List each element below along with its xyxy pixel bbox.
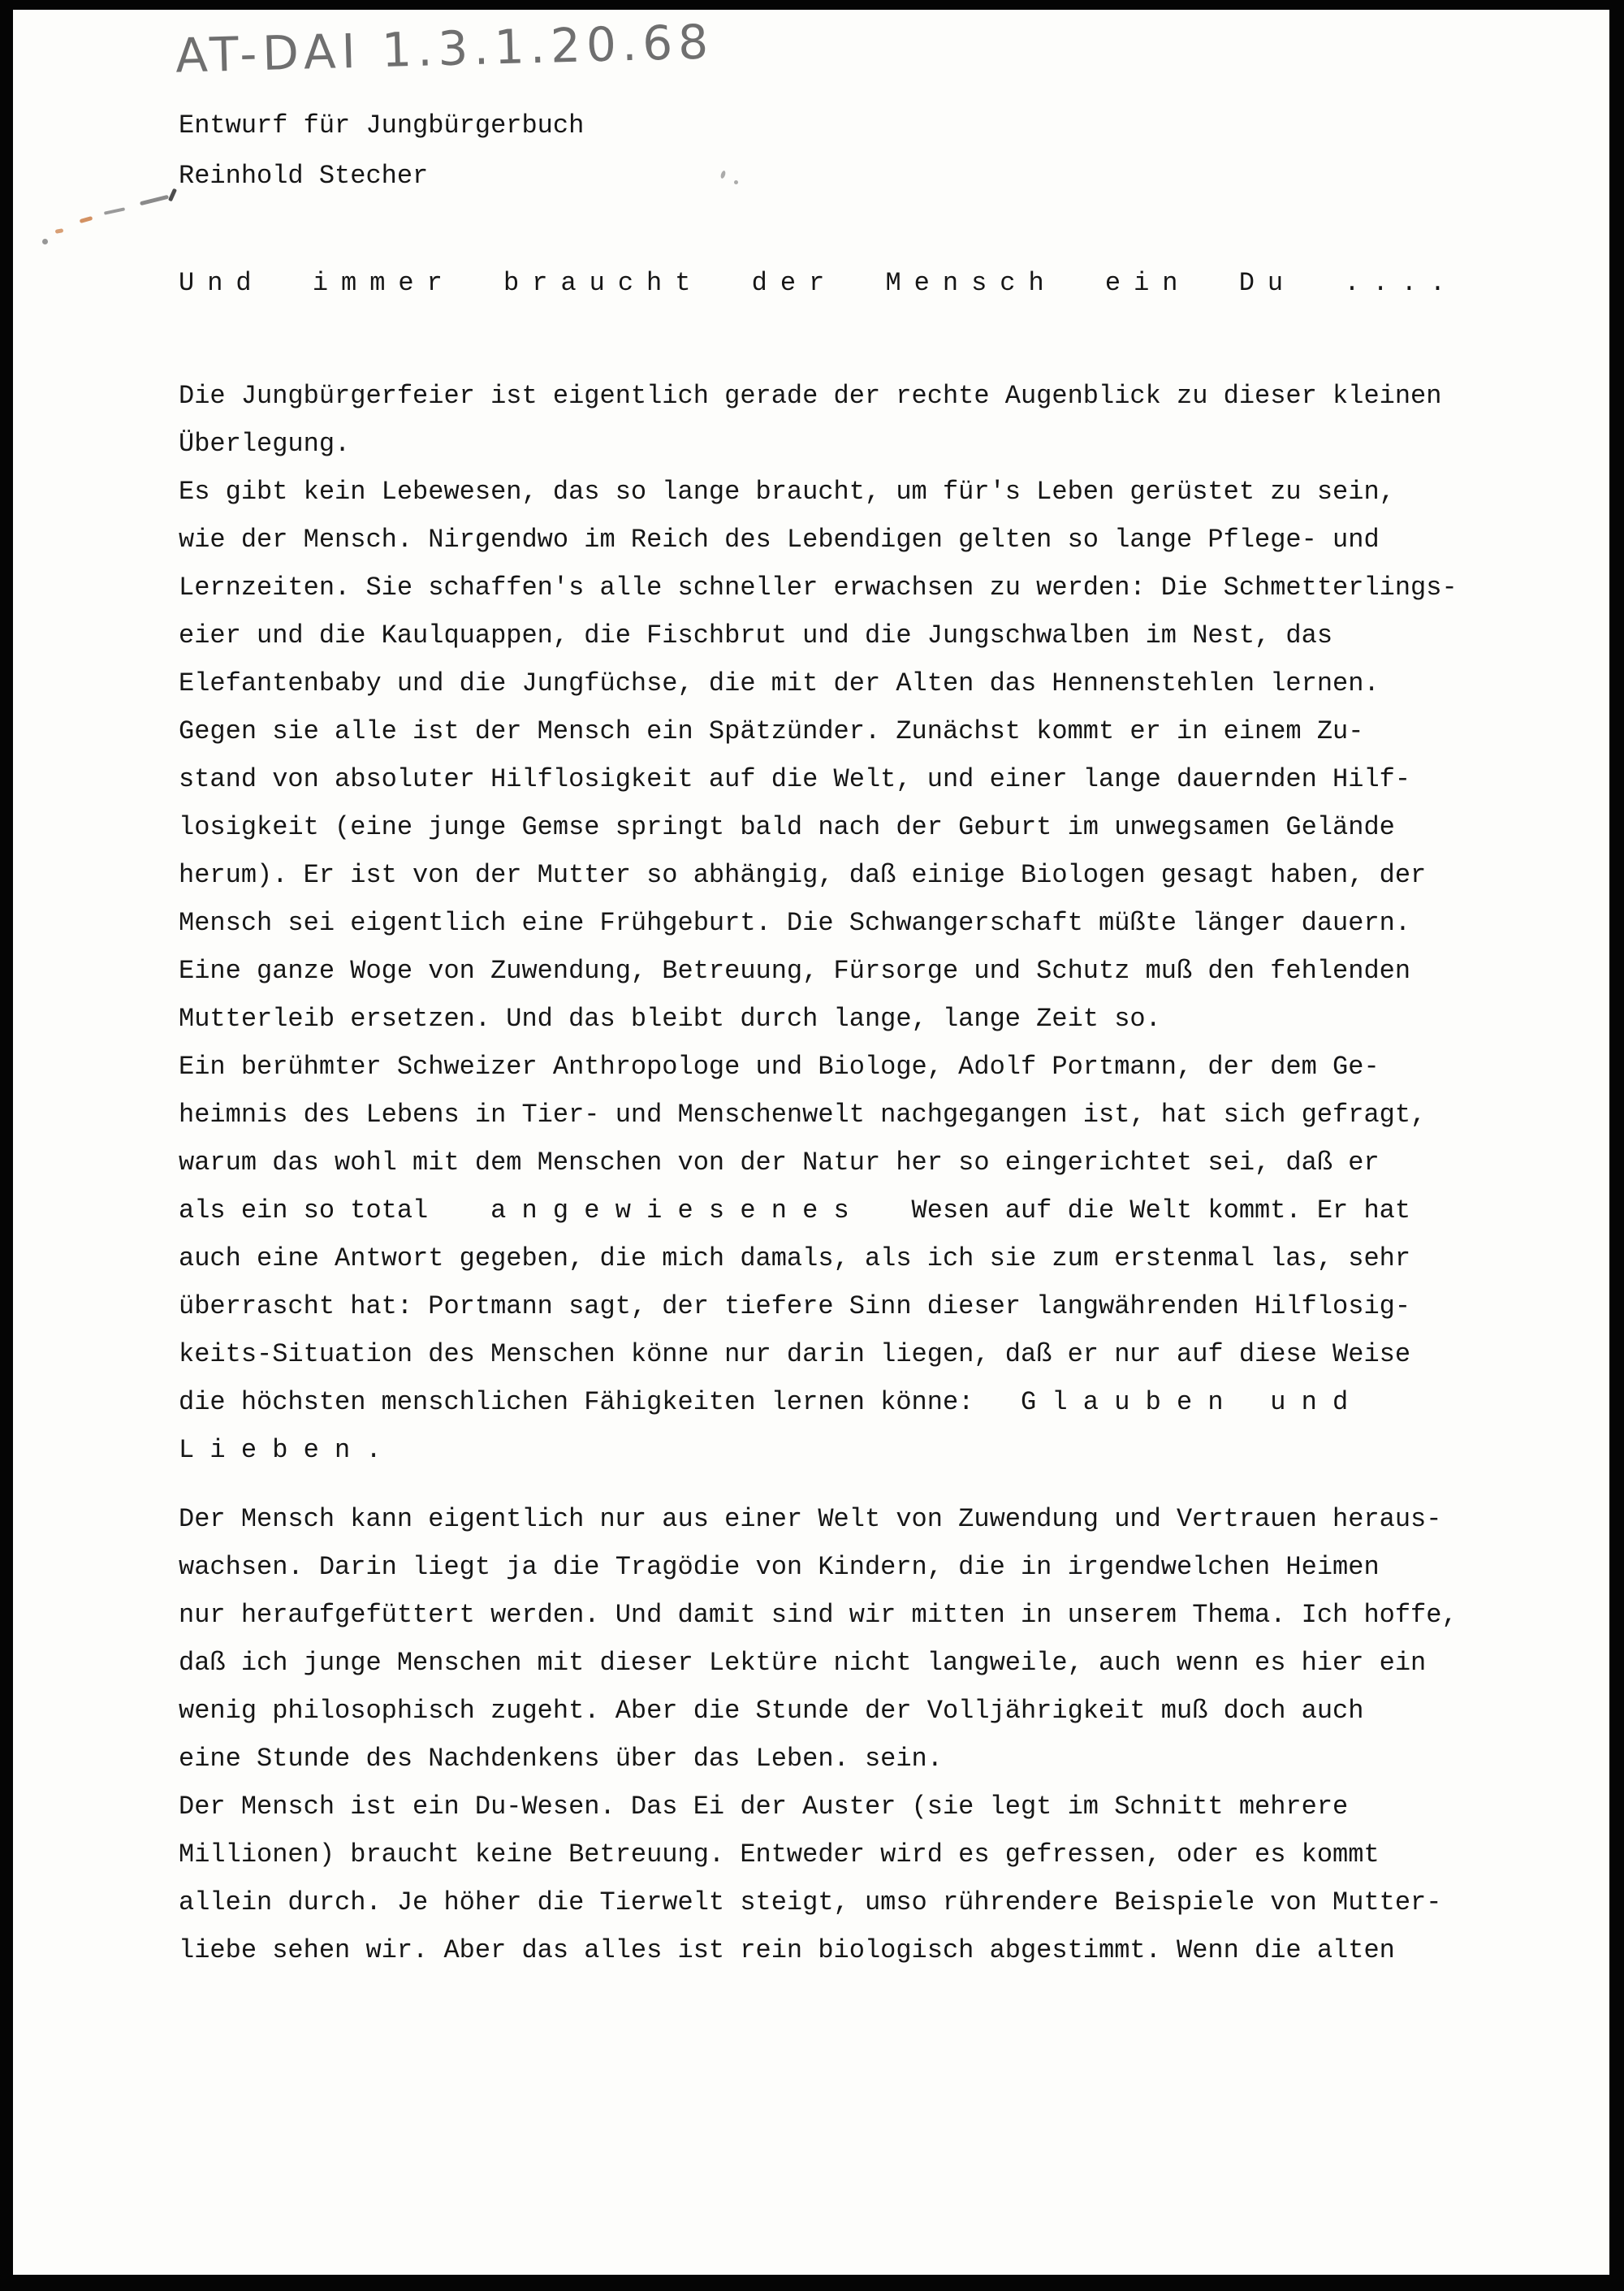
text-line: Es gibt kein Lebewesen, das so lange braucht, um für's Leben gerüstet zu sein,	[179, 477, 1395, 507]
document-body	[179, 372, 1504, 1974]
paper	[13, 10, 1609, 2275]
text-line: losigkeit (eine junge Gemse springt bald nach der Geburt im unwegsamen Gelände	[179, 812, 1395, 842]
text-line: Elefantenbaby und die Jungfüchse, die mit der Alten das Hennenstehlen lernen.	[179, 668, 1380, 698]
text-line: nur heraufgefüttert werden. Und damit sind wir mitten in unserem Thema. Ich hoffe,	[179, 1600, 1458, 1630]
text-line: Der Mensch kann eigentlich nur aus einer Welt von Zuwendung und Vertrauen heraus-	[179, 1504, 1442, 1534]
text-line: als ein so total a n g e w i e s e n e s Wesen auf die Welt kommt. Er hat	[179, 1195, 1411, 1225]
document-subject-line: Entwurf für Jungbürgerbuch	[179, 110, 585, 140]
text-line: keits-Situation des Menschen könne nur darin liegen, daß er nur auf diese Weise	[179, 1339, 1411, 1369]
orange-dash-mark	[80, 216, 93, 223]
paragraph	[179, 1495, 1504, 1974]
text-line: herum). Er ist von der Mutter so abhängig, daß einige Biologen gesagt haben, der	[179, 860, 1427, 890]
text-line: Eine ganze Woge von Zuwendung, Betreuung, Fürsorge und Schutz muß den fehlenden	[179, 956, 1411, 986]
text-line: wachsen. Darin liegt ja die Tragödie von Kindern, die in irgendwelchen Heimen	[179, 1552, 1380, 1582]
pencil-dot-mark	[734, 180, 738, 184]
pencil-dots-mark	[721, 171, 745, 187]
text-line: allein durch. Je höher die Tierwelt steigt, umso rührendere Beispiele von Mutter-	[179, 1887, 1442, 1917]
text-line: Millionen) braucht keine Betreuung. Entweder wird es gefressen, oder es kommt	[179, 1839, 1380, 1870]
page-title: Und immer braucht der Mensch ein Du ....	[179, 268, 1459, 298]
text-line: eier und die Kaulquappen, die Fischbrut und die Jungschwalben im Nest, das	[179, 620, 1333, 651]
pencil-dash-mark	[104, 207, 125, 214]
author-line: Reinhold Stecher	[179, 161, 429, 191]
text-line: Ein berühmter Schweizer Anthropologe und Biologe, Adolf Portmann, der dem Ge-	[179, 1052, 1380, 1082]
text-line: daß ich junge Menschen mit dieser Lektüre nicht langweile, auch wenn es hier ein	[179, 1648, 1427, 1678]
text-line: heimnis des Lebens in Tier- und Menschenwelt nachgegangen ist, hat sich gefragt,	[179, 1100, 1427, 1130]
document-header	[179, 101, 584, 201]
text-line: L i e b e n .	[179, 1435, 382, 1465]
text-line: stand von absoluter Hilflosigkeit auf die Welt, und einer lange dauernden Hilf-	[179, 764, 1411, 794]
text-line: Überlegung.	[179, 429, 351, 459]
text-line: Mutterleib ersetzen. Und das bleibt durch lange, lange Zeit so.	[179, 1004, 1161, 1034]
paragraph	[179, 372, 1504, 1474]
pencil-squiggle-mark	[42, 197, 180, 253]
text-line: warum das wohl mit dem Menschen von der Natur her so eingerichtet sei, daß er	[179, 1148, 1380, 1178]
text-line: wenig philosophisch zugeht. Aber die Stunde der Volljährigkeit muß doch auch	[179, 1696, 1364, 1726]
text-line: liebe sehen wir. Aber das alles ist rein biologisch abgestimmt. Wenn die alten	[179, 1935, 1395, 1965]
text-line: Gegen sie alle ist der Mensch ein Spätzünder. Zunächst kommt er in einem Zu-	[179, 716, 1364, 746]
text-line: auch eine Antwort gegeben, die mich damals, als ich sie zum erstenmal las, sehr	[179, 1243, 1411, 1273]
text-line: eine Stunde des Nachdenkens über das Leben. sein.	[179, 1744, 943, 1774]
pencil-tick-mark	[168, 188, 177, 202]
orange-dash-mark	[55, 228, 64, 234]
pencil-dash-mark	[140, 195, 169, 206]
text-line: Die Jungbürgerfeier ist eigentlich gerade der rechte Augenblick zu dieser kleinen	[179, 381, 1442, 411]
text-line: Der Mensch ist ein Du-Wesen. Das Ei der Auster (sie legt im Schnitt mehrere	[179, 1792, 1349, 1822]
text-line: wie der Mensch. Nirgendwo im Reich des Lebendigen gelten so lange Pflege- und	[179, 525, 1380, 555]
text-line: Mensch sei eigentlich eine Frühgeburt. Die Schwangerschaft müßte länger dauern.	[179, 908, 1411, 938]
text-line: die höchsten menschlichen Fähigkeiten lernen könne: G l a u b e n u n d	[179, 1387, 1349, 1417]
pencil-dot-mark	[42, 239, 48, 244]
pencil-dot-mark	[720, 170, 727, 179]
handwritten-archive-note: AT-DAI 1.3.1.20.68	[175, 14, 715, 84]
text-line: Lernzeiten. Sie schaffen's alle schneller erwachsen zu werden: Die Schmetterlings-	[179, 573, 1458, 603]
text-line: überrascht hat: Portmann sagt, der tiefere Sinn dieser langwährenden Hilflosig-	[179, 1291, 1411, 1321]
